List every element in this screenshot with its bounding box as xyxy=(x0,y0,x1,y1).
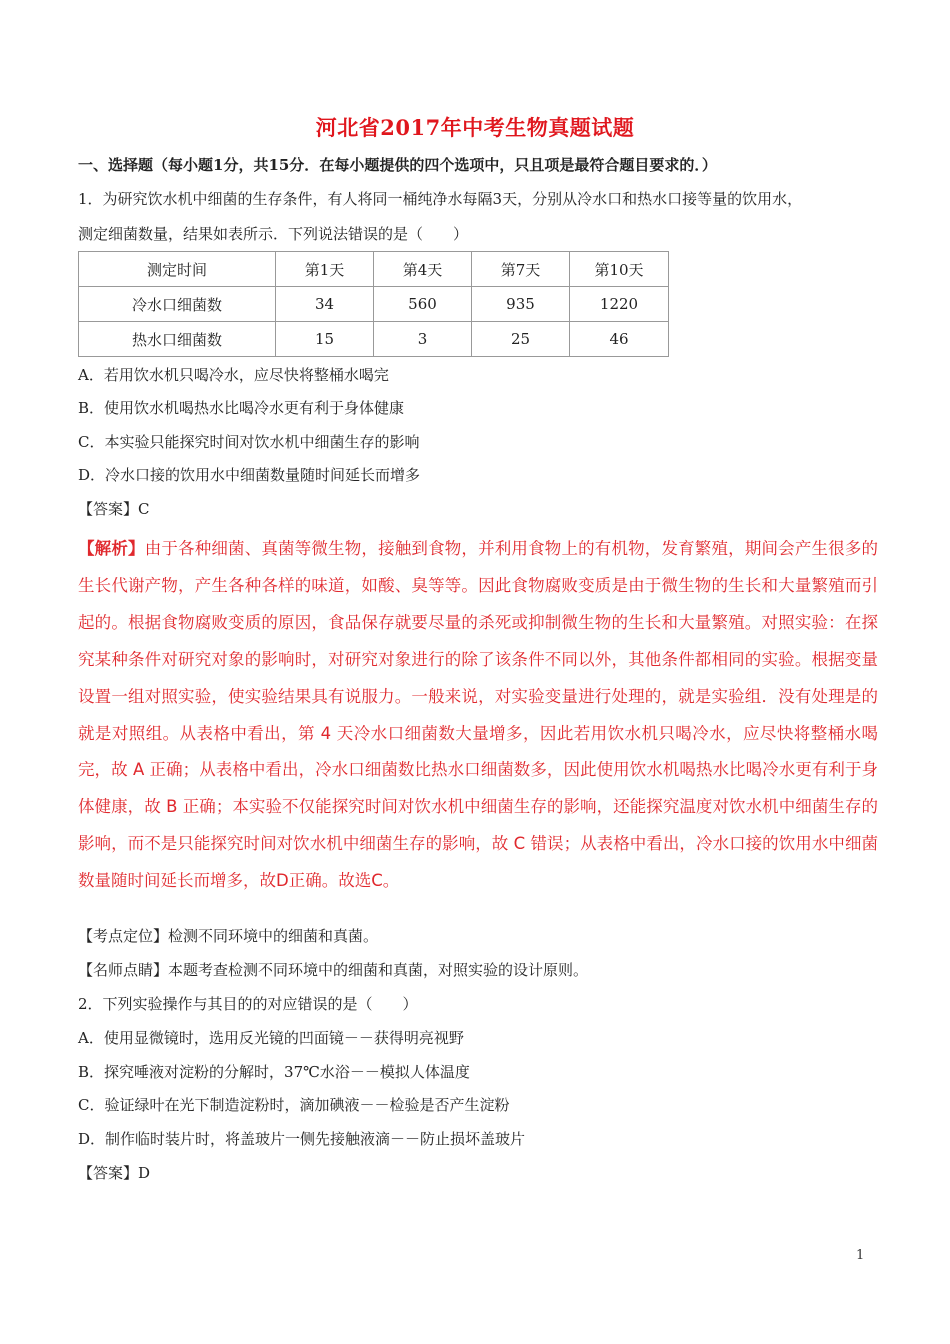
q2-option-d: D．制作临时装片时，将盖玻片一侧先接触液滴－－防止损坏盖玻片 xyxy=(78,1130,526,1148)
q2-option-b: B．探究唾液对淀粉的分解时，37℃水浴－－模拟人体温度 xyxy=(78,1063,470,1081)
table-cell: 冷水口细菌数 xyxy=(79,287,276,322)
page-title: 河北省2017年中考生物真题试题 xyxy=(315,115,635,140)
q1-option-b: B．使用饮水机喝热水比喝冷水更有利于身体健康 xyxy=(78,399,405,417)
table-cell: 34 xyxy=(276,287,374,322)
table-row xyxy=(79,322,669,357)
q1-kaodian: 【考点定位】检测不同环境中的细菌和真菌。 xyxy=(78,927,379,945)
q1-mingshi: 【名师点睛】本题考查检测不同环境中的细菌和真菌，对照实验的设计原则。 xyxy=(78,961,589,979)
table-cell: 3 xyxy=(374,322,472,357)
analysis-text: 由于各种细菌、真菌等微生物，接触到食物，并利用食物上的有机物，发育繁殖，期间会产生很多的生长代谢产物，产生各种各样的味道，如酸、臭等等。因此食物腐败变质是由于微生物的生长和大量繁殖而引起的。根据食物腐败变质的原因，食品保存就要尽量的杀死或抑制微生物的生长和大量繁殖。对照实验：在探究某种条件对研究对象的影响时，对研究对象进行的除了该条件不同以外，其他条件都相同的实验。根据变量设置一组对照实验，使实验结果具有说服力。一般来说，对实验变量进行处理的，就是实验组．没有处理是的就是对照组。从表格中看出，第 4 天冷水口细菌数大量增多，因此若用饮水机只喝冷水，应尽快将整桶水喝完，故 A 正确；从表格中看出，冷水口细菌数比热水口细菌数多，因此使用饮水机喝热水比喝冷水更有利于身体健康，故 B 正确；本实验不仅能探究时间对饮水机中细菌生存的影响，还能探究温度对饮水机中细菌生存的影响，而不是只能探究时间对饮水机中细菌生存的影响，故 C 错误；从表格中看出，冷水口接的饮用水中细菌数量随时间延长而增多，故D正确。故选C。 xyxy=(78,539,879,891)
table-header-cell: 第10天 xyxy=(570,252,669,287)
bacteria-count-table xyxy=(78,251,669,357)
q1-option-c: C．本实验只能探究时间对饮水机中细菌生存的影响 xyxy=(78,433,420,451)
q1-option-d: D．冷水口接的饮用水中细菌数量随时间延长而增多 xyxy=(78,466,421,484)
table-cell: 25 xyxy=(472,322,570,357)
table-header-cell: 第1天 xyxy=(276,252,374,287)
q2-answer: 【答案】D xyxy=(78,1164,151,1182)
analysis-tag: 【解析】 xyxy=(78,539,145,558)
table-cell: 热水口细菌数 xyxy=(79,322,276,357)
q2-stem: 2．下列实验操作与其目的的对应错误的是（ ） xyxy=(78,995,418,1013)
table-cell: 560 xyxy=(374,287,472,322)
table-header-row xyxy=(79,252,669,287)
q1-answer: 【答案】C xyxy=(78,500,150,518)
table-header-cell: 测定时间 xyxy=(79,252,276,287)
table-row xyxy=(79,287,669,322)
table-cell: 1220 xyxy=(570,287,669,322)
table-header-cell: 第4天 xyxy=(374,252,472,287)
q2-option-c: C．验证绿叶在光下制造淀粉时，滴加碘液－－检验是否产生淀粉 xyxy=(78,1096,510,1114)
table-cell: 935 xyxy=(472,287,570,322)
table-header-cell: 第7天 xyxy=(472,252,570,287)
q2-option-a: A．使用显微镜时，选用反光镜的凹面镜－－获得明亮视野 xyxy=(78,1029,464,1047)
table-cell: 15 xyxy=(276,322,374,357)
q1-analysis xyxy=(78,531,878,900)
section-header: 一、选择题（每小题1分，共15分．在每小题提供的四个选项中，只且项是最符合题目要求的．） xyxy=(78,156,717,174)
q1-option-a: A．若用饮水机只喝冷水，应尽快将整桶水喝完 xyxy=(78,366,389,384)
page-number: 1 xyxy=(856,1248,865,1263)
table-cell: 46 xyxy=(570,322,669,357)
q1-stem-line1: 1．为研究饮水机中细菌的生存条件，有人将同一桶纯净水每隔3天，分别从冷水口和热水口接等量的饮用水， xyxy=(78,190,803,208)
q1-stem-line2: 测定细菌数量，结果如表所示．下列说法错误的是（ ） xyxy=(78,225,469,243)
